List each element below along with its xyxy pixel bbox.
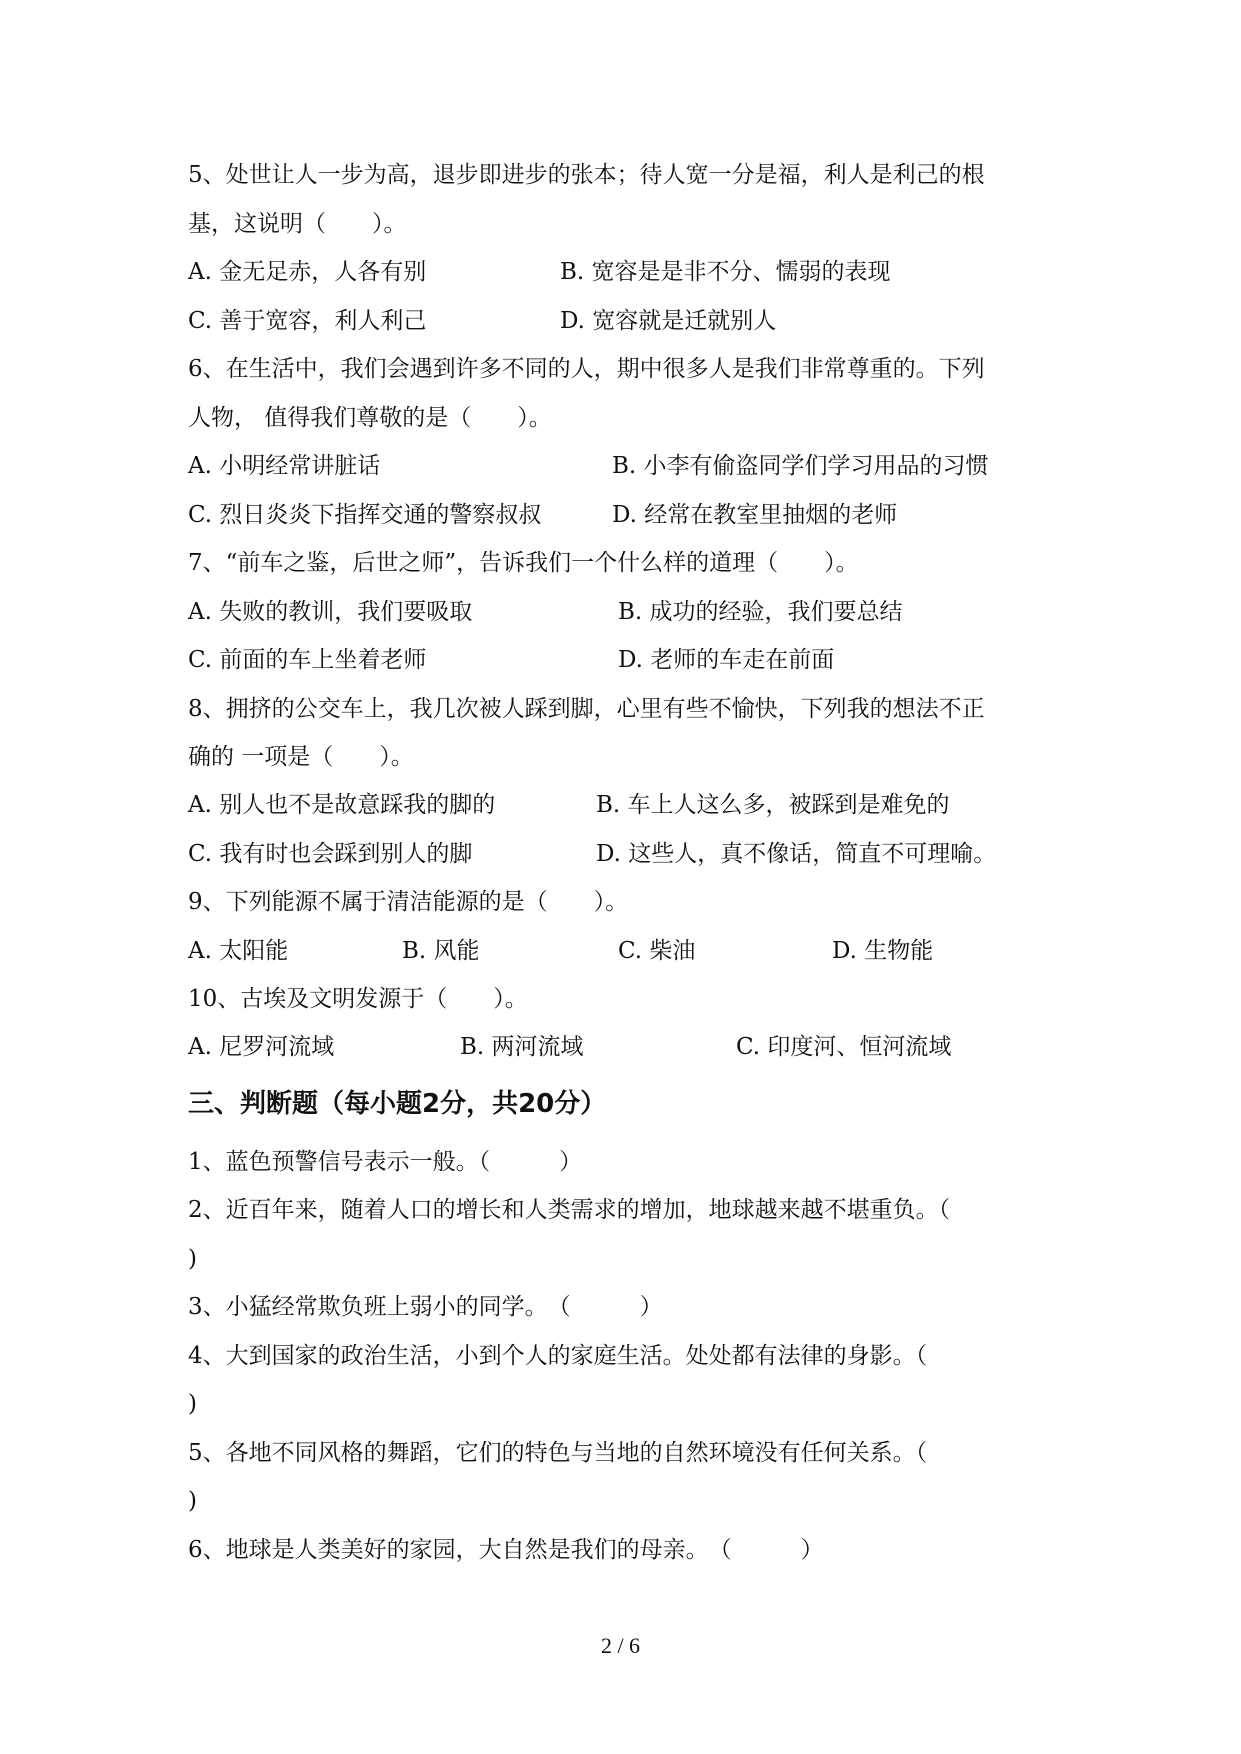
q6-option-c: C. 烈日炎炎下指挥交通的警察叔叔 [188, 502, 542, 528]
judge-item-4: 4、大到国家的政治生活，小到个人的家庭生活。处处都有法律的身影。（ [188, 1343, 928, 1369]
q7-stem: 7、“前车之鉴，后世之师”，告诉我们一个什么样的道理（ ）。 [188, 550, 859, 576]
judge-item-6: 6、地球是人类美好的家园，大自然是我们的母亲。 （ ） [188, 1537, 824, 1563]
q9-option-c: C. 柴油 [618, 938, 696, 964]
q9-option-d: D. 生物能 [832, 938, 934, 964]
q10-stem: 10、古埃及文明发源于（ ）。 [188, 986, 528, 1012]
q6-stem-line2: 人物， 值得我们尊敬的是（ ）。 [188, 405, 552, 431]
q8-stem-line1: 8、拥挤的公交车上，我几次被人踩到脚，心里有些不愉快，下列我的想法不正 [188, 696, 985, 722]
q7-option-a: A. 失败的教训，我们要吸取 [188, 599, 473, 625]
q8-option-b: B. 车上人这么多，被踩到是难免的 [596, 792, 950, 818]
judge-item-3: 3、小猛经常欺负班上弱小的同学。 （ ） [188, 1294, 663, 1320]
page-number: 2 / 6 [600, 1633, 641, 1658]
q8-stem-line2: 确的 一项是（ ）。 [188, 744, 414, 770]
q9-option-a: A. 太阳能 [188, 938, 289, 964]
q6-stem-line1: 6、在生活中，我们会遇到许多不同的人，期中很多人是我们非常尊重的。下列 [188, 356, 985, 382]
q10-option-c: C. 印度河、恒河流域 [736, 1034, 952, 1060]
q6-option-b: B. 小李有偷盗同学们学习用品的习惯 [612, 453, 989, 479]
q8-option-a: A. 别人也不是故意踩我的脚的 [188, 792, 496, 818]
q6-option-d: D. 经常在教室里抽烟的老师 [612, 502, 898, 528]
q5-option-a: A. 金无足赤，人各有别 [188, 259, 427, 285]
q10-option-a: A. 尼罗河流域 [188, 1034, 335, 1060]
q9-stem: 9、下列能源不属于清洁能源的是（ ）。 [188, 889, 629, 915]
q5-stem-line1: 5、处世让人一步为高，退步即进步的张本；待人宽一分是福，利人是利己的根 [188, 162, 985, 188]
q10-option-b: B. 两河流域 [460, 1034, 584, 1060]
q5-stem-line2: 基，这说明（ ）。 [188, 211, 407, 237]
q5-option-c: C. 善于宽容，利人利己 [188, 308, 427, 334]
q8-option-c: C. 我有时也会踩到别人的脚 [188, 841, 473, 867]
q7-option-d: D. 老师的车走在前面 [618, 647, 835, 673]
judge-item-5: 5、各地不同风格的舞蹈，它们的特色与当地的自然环境没有任何关系。（ [188, 1440, 928, 1466]
section3-heading: 三、判断题（每小题2分，共20分） [188, 1089, 607, 1119]
q6-option-a: A. 小明经常讲脏话 [188, 453, 381, 479]
judge-item-1: 1、蓝色预警信号表示一般。（ ） [188, 1149, 583, 1175]
q9-option-b: B. 风能 [402, 938, 480, 964]
q5-option-b: B. 宽容是是非不分、懦弱的表现 [560, 259, 891, 285]
q5-option-d: D. 宽容就是迁就别人 [560, 308, 777, 334]
judge-item-2-cont: ) [188, 1246, 197, 1272]
q7-option-b: B. 成功的经验，我们要总结 [618, 599, 903, 625]
judge-item-5-cont: ) [188, 1488, 197, 1514]
judge-item-4-cont: ) [188, 1391, 197, 1417]
q7-option-c: C. 前面的车上坐着老师 [188, 647, 427, 673]
q8-option-d: D. 这些人，真不像话，简直不可理喻。 [596, 841, 997, 867]
judge-item-2: 2、近百年来，随着人口的增长和人类需求的增加，地球越来越不堪重负。（ [188, 1197, 951, 1223]
